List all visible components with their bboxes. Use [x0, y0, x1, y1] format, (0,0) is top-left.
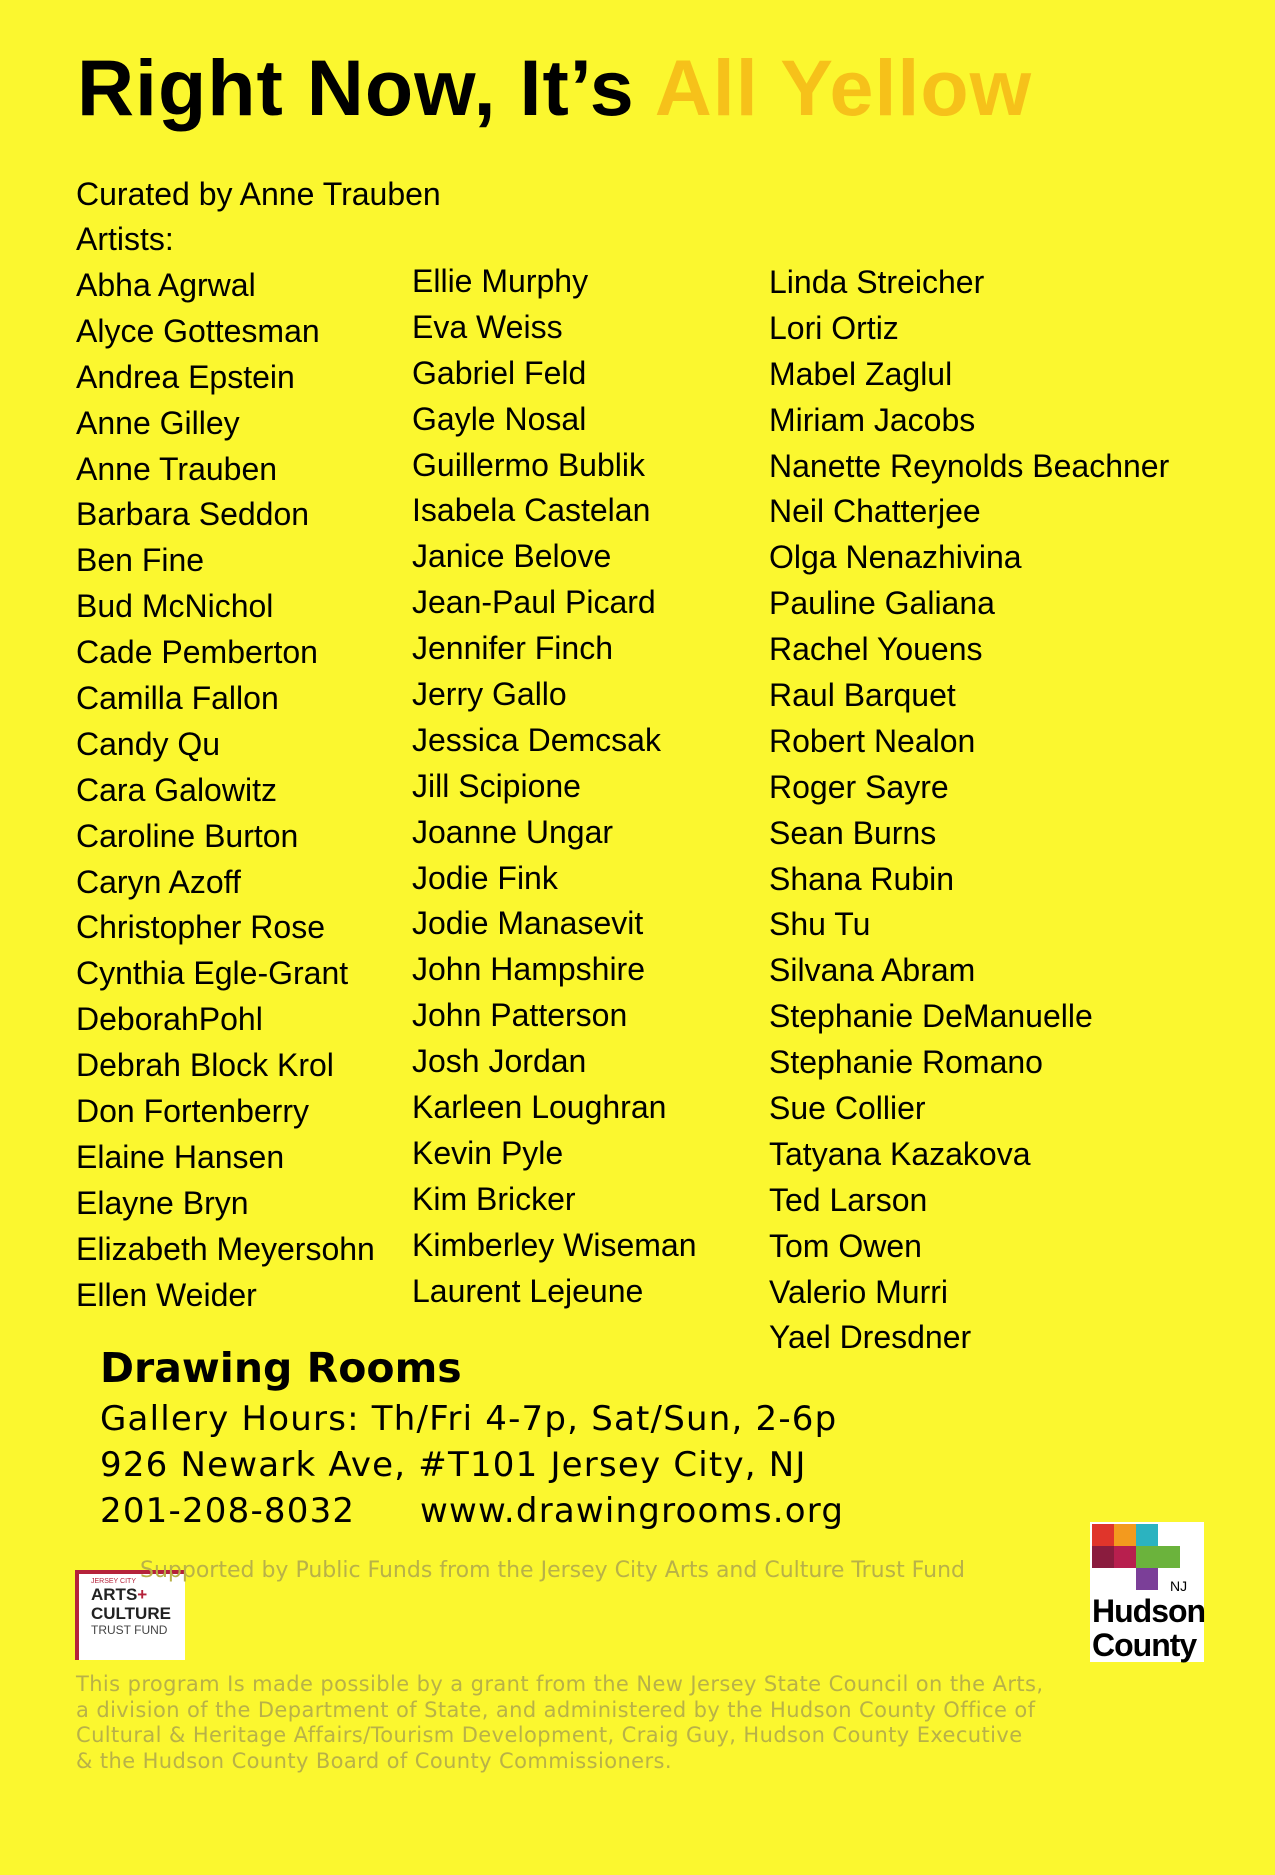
- grant-line: This program Is made possible by a grant from the New Jersey State Council on the Arts,: [76, 1672, 1044, 1696]
- artist-name: Nanette Reynolds Beachner: [769, 447, 1170, 484]
- artist-name: Jill Scipione: [412, 767, 581, 804]
- gallery-info: [100, 1340, 844, 1534]
- artist-name: Abha Agrwal: [76, 267, 256, 303]
- arts-culture-logo: [75, 1570, 185, 1660]
- artist-name: Eva Weiss: [412, 308, 563, 345]
- artist-name: John Patterson: [412, 997, 628, 1034]
- artist-name: Alyce Gottesman: [76, 312, 320, 349]
- artist-name: Caryn Azoff: [76, 863, 241, 900]
- artist-name: John Hampshire: [412, 951, 645, 988]
- artist-name: Mabel Zaglul: [769, 355, 953, 392]
- hudson-county-logo: [1090, 1522, 1204, 1662]
- artist-name: Yael Dresdner: [769, 1319, 972, 1356]
- artist-name: Jerry Gallo: [412, 676, 567, 713]
- artist-name: Robert Nealon: [769, 722, 976, 759]
- artist-name: Kimberley Wiseman: [412, 1226, 697, 1263]
- artist-name: Pauline Galiana: [769, 585, 995, 622]
- gallery-name: Drawing Rooms: [100, 1344, 462, 1392]
- artist-name: Kevin Pyle: [412, 1134, 564, 1171]
- gallery-phone[interactable]: 201-208-8032: [100, 1491, 356, 1531]
- artist-name: Janice Belove: [412, 538, 612, 575]
- artist-name: Shana Rubin: [769, 860, 955, 897]
- gallery-website[interactable]: www.drawingrooms.org: [420, 1491, 845, 1531]
- artist-name: Karleen Loughran: [412, 1089, 667, 1126]
- artist-name: Guillermo Bublik: [412, 446, 645, 483]
- artist-name: Ellen Weider: [76, 1276, 257, 1313]
- artist-name: Valerio Murri: [769, 1273, 948, 1310]
- gallery-address: 926 Newark Ave, #T101 Jersey City, NJ: [100, 1445, 807, 1485]
- page-title: [77, 43, 1033, 132]
- artist-name: Barbara Seddon: [76, 496, 310, 533]
- artist-name: Elizabeth Meyersohn: [76, 1230, 375, 1267]
- artist-name: Jodie Manasevit: [412, 905, 644, 942]
- artist-name: Tom Owen: [769, 1227, 922, 1264]
- artist-name: Debrah Block Krol: [76, 1047, 334, 1084]
- artist-name: Josh Jordan: [412, 1043, 587, 1080]
- logo-hudson-text: Hudson County: [1092, 1593, 1206, 1663]
- artist-name: Gayle Nosal: [412, 400, 587, 437]
- artist-name: Christopher Rose: [76, 909, 325, 946]
- artist-name: Candy Qu: [76, 725, 221, 762]
- artist-name: Jessica Demcsak: [412, 721, 661, 758]
- artist-name: Olga Nenazhivina: [769, 539, 1022, 576]
- artist-column-1: [76, 263, 375, 1318]
- artist-name: Jean-Paul Picard: [412, 584, 656, 621]
- artist-name: DeborahPohl: [76, 1001, 263, 1038]
- logo-arts-line2: CULTURE: [91, 1604, 171, 1623]
- artist-name: Jennifer Finch: [412, 630, 613, 667]
- artist-name: Anne Gilley: [76, 404, 240, 441]
- artist-name: Linda Streicher: [769, 264, 985, 300]
- artist-name: Roger Sayre: [769, 768, 949, 805]
- artist-name: Ben Fine: [76, 542, 205, 579]
- curator-line: Curated by Anne Trauben: [76, 176, 441, 212]
- artist-name: Gabriel Feld: [412, 354, 587, 391]
- support-text: Supported by Public Funds from the Jersey City Arts and Culture Trust Fund: [140, 1558, 965, 1583]
- artist-name: Ted Larson: [769, 1181, 928, 1218]
- artist-name: Isabela Castelan: [412, 492, 651, 529]
- artist-name: Shu Tu: [769, 906, 871, 943]
- artist-name: Sue Collier: [769, 1090, 926, 1127]
- artist-name: Ellie Murphy: [412, 263, 589, 299]
- grant-text: [76, 1672, 1176, 1774]
- artist-name: Sean Burns: [769, 814, 937, 851]
- title-text: Right Now, It’s: [77, 43, 655, 132]
- grant-line: Cultural & Heritage Affairs/Tourism Development, Craig Guy, Hudson County Executive: [76, 1723, 1023, 1747]
- title-accent: All Yellow: [654, 43, 1033, 132]
- artists-label: Artists:: [76, 221, 174, 257]
- artist-column-3: [769, 260, 1169, 1361]
- artist-name: Anne Trauben: [76, 450, 278, 487]
- artist-name: Jodie Fink: [412, 859, 558, 896]
- artist-name: Laurent Lejeune: [412, 1272, 644, 1309]
- artist-name: Camilla Fallon: [76, 680, 279, 717]
- artist-name: Kim Bricker: [412, 1180, 576, 1217]
- artist-name: Tatyana Kazakova: [769, 1135, 1031, 1172]
- artist-name: Cade Pemberton: [76, 634, 318, 671]
- artist-name: Lori Ortiz: [769, 309, 899, 346]
- artist-name: Don Fortenberry: [76, 1093, 309, 1130]
- artist-name: Caroline Burton: [76, 817, 299, 854]
- gallery-hours: Gallery Hours: Th/Fri 4-7p, Sat/Sun, 2-6p: [100, 1399, 838, 1439]
- artist-name: Miriam Jacobs: [769, 401, 976, 438]
- artist-name: Neil Chatterjee: [769, 493, 981, 530]
- gallery-contact: [100, 1488, 844, 1534]
- logo-hudson-nj: NJ: [1170, 1578, 1188, 1594]
- logo-arts-line1: ARTS+: [91, 1585, 148, 1604]
- artist-name: Andrea Epstein: [76, 358, 295, 395]
- logo-arts-line3: TRUST FUND: [91, 1623, 168, 1637]
- artist-name: Bud McNichol: [76, 588, 274, 625]
- grant-line: & the Hudson County Board of County Commissioners.: [76, 1748, 672, 1773]
- artist-name: Elayne Bryn: [76, 1184, 249, 1221]
- logo-arts-tiny: JERSEY CITY: [91, 1578, 136, 1585]
- artist-name: Raul Barquet: [769, 677, 956, 714]
- artist-name: Silvana Abram: [769, 952, 976, 989]
- artist-name: Stephanie Romano: [769, 1044, 1043, 1081]
- artist-name: Rachel Youens: [769, 631, 983, 668]
- artist-name: Joanne Ungar: [412, 813, 614, 850]
- grant-line: a division of the Department of State, and administered by the Hudson County Office of: [76, 1697, 1036, 1722]
- artist-name: Cynthia Egle-Grant: [76, 955, 349, 992]
- artist-name: Cara Galowitz: [76, 771, 277, 808]
- artist-name: Elaine Hansen: [76, 1138, 285, 1175]
- artist-name: Stephanie DeManuelle: [769, 998, 1093, 1035]
- artist-column-2: [412, 259, 697, 1314]
